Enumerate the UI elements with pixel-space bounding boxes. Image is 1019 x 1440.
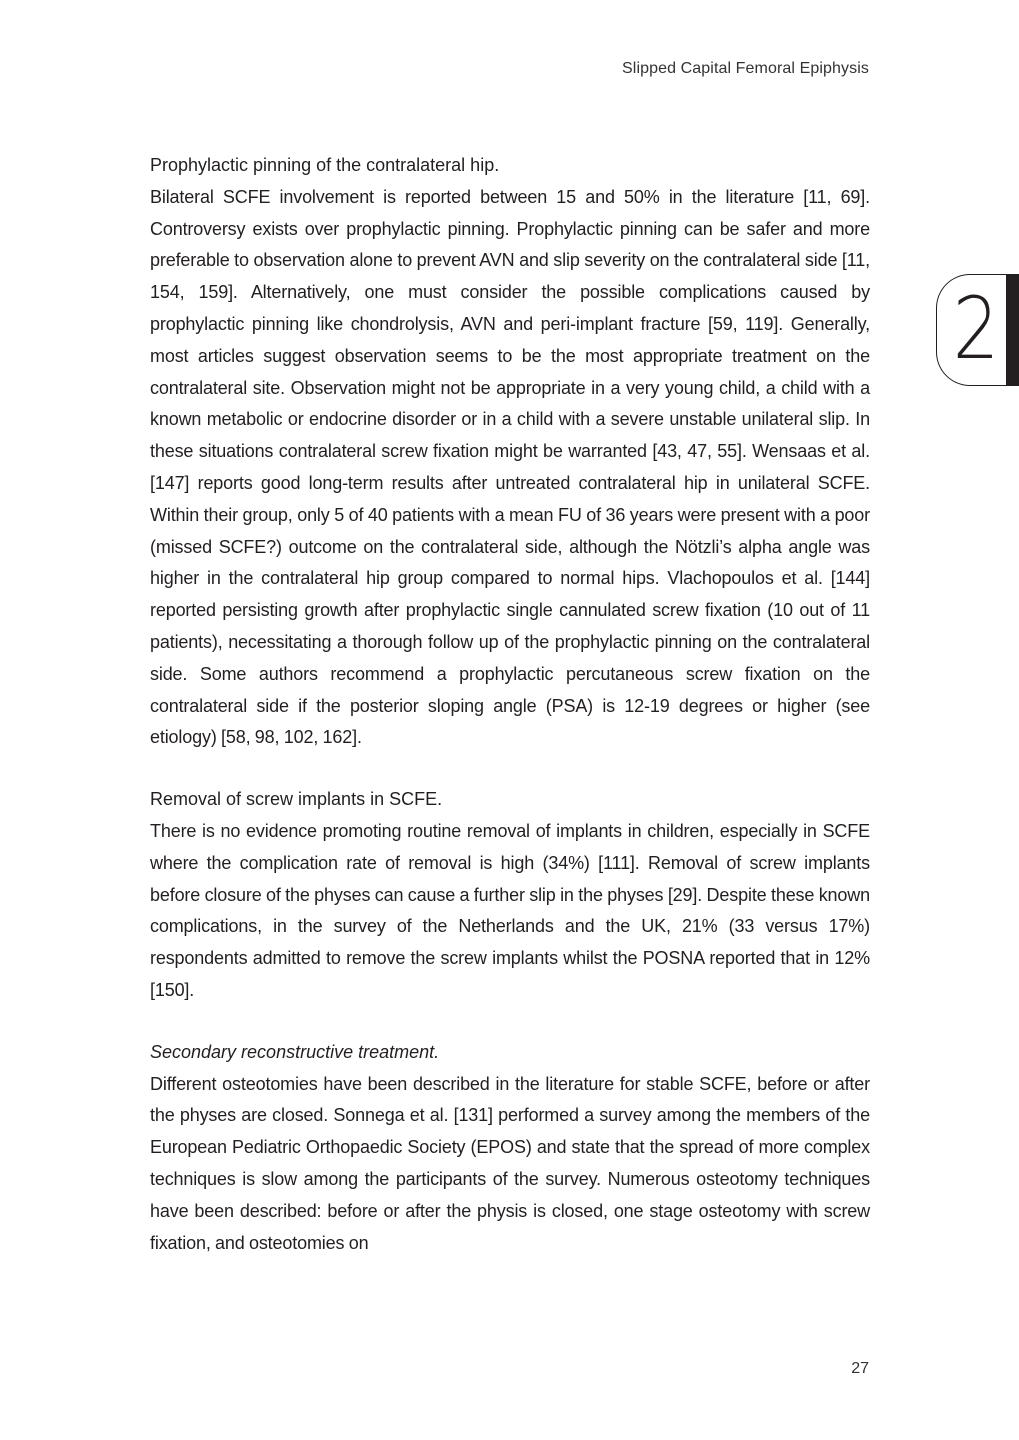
running-header: Slipped Capital Femoral Epiphysis xyxy=(622,60,869,77)
section-heading: Removal of screw implants in SCFE. xyxy=(150,789,443,810)
section-heading: Secondary reconstructive treatment. xyxy=(150,1041,440,1062)
section-secondary-reconstructive xyxy=(150,1037,870,1260)
section-paragraph: Bilateral SCFE involvement is reported between 15 and 50% in the literature [11, 69]. Controversy exists over prophylactic pinning. Prophylactic pinning can be safer and more preferable to observation alone to prevent AVN and slip severity on the contralateral side [11, 154, 159]. Alternatively, one must consider the possible complications caused by prophylactic pinning like chondrolysis, AVN and peri-implant fracture [59, 119]. Generally, most articles suggest observation seems to be the most appropriate treatment on the contralateral site. Observation might not be appropriate in a very young child, a child with a known metabolic or endocrine disorder or in a child with a severe unstable unilateral slip. In these situations contralateral screw fixation might be warranted [43, 47, 55]. Wensaas et al. [147] reports good long-term results after untreated contralateral hip in unilateral SCFE. Within their group, only 5 of 40 patients with a mean FU of 36 years were present with a poor (missed SCFE?) outcome on the contralateral side, although the Nötzli’s alpha angle was higher in the contralateral hip group compared to normal hips. Vlachopoulos et al. [144] reported persisting growth after prophylactic single cannulated screw fixation (10 out of 11 patients), necessitating a thorough follow up of the prophylactic pinning on the contralateral side. Some authors recommend a prophylactic percutaneous screw fixation on the contralateral side if the posterior sloping angle (PSA) is 12-19 degrees or higher (see etiology) [58, 98, 102, 162]. xyxy=(150,186,870,748)
section-removal-of-implants xyxy=(150,784,870,1007)
chapter-number: 2 xyxy=(952,279,1000,379)
page-body xyxy=(150,150,870,1259)
section-prophylactic-pinning xyxy=(150,150,870,754)
section-paragraph: Different osteotomies have been described in the literature for stable SCFE, before or after the physes are closed. Sonnega et al. [131] performed a survey among the members of the European Pediatric Orthopaedic Society (EPOS) and state that the spread of more complex techniques is slow among the participants of the survey. Numerous osteotomy techniques have been described: before or after the physis is closed, one stage osteotomy with screw fixation, and osteotomies on xyxy=(150,1073,870,1253)
chapter-tab-bar xyxy=(1006,274,1019,386)
page-number: 27 xyxy=(851,1360,869,1377)
chapter-tab xyxy=(936,274,1019,386)
section-heading: Prophylactic pinning of the contralateral hip. xyxy=(150,155,500,175)
section-paragraph: There is no evidence promoting routine removal of implants in children, especially in SCFE where the complication rate of removal is high (34%) [111]. Removal of screw implants before closure of the physes can cause a further slip in the physes [29]. Despite these known complications, in the survey of the Netherlands and the UK, 21% (33 versus 17%) respondents admitted to remove the screw implants whilst the POSNA reported that in 12% [150]. xyxy=(150,820,870,1000)
